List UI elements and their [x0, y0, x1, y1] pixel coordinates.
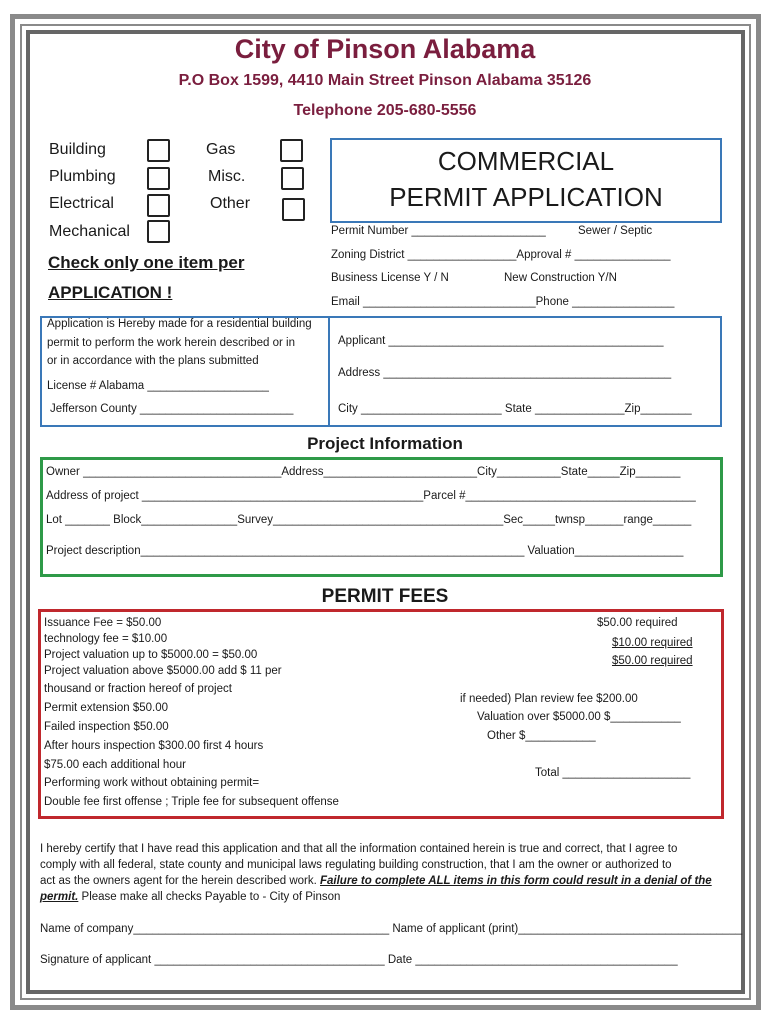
applicant-address-field[interactable]: Address _____________________________________________ [338, 367, 672, 379]
fee-after-hours: After hours inspection $300.00 first 4 hours [44, 740, 264, 752]
sewer-septic-field[interactable]: Sewer / Septic [578, 225, 653, 237]
certify-warning: Failure to complete ALL items in this form could result in a denial of the [320, 875, 712, 887]
electrical-checkbox[interactable] [147, 194, 170, 217]
certify-line4 [40, 891, 340, 903]
project-heading: Project Information [307, 434, 463, 453]
required-valuation: $50.00 required [612, 655, 693, 667]
fee-double-triple: Double fee first offense ; Triple fee for subsequent offense [44, 796, 339, 808]
valuation-over-field[interactable]: Valuation over $5000.00 $___________ [477, 711, 681, 723]
business-license-field[interactable]: Business License Y / N [331, 272, 449, 284]
certify-line3-plain: act as the owners agent for the herein described work. [40, 875, 320, 887]
company-applicant-field[interactable]: Name of company________________________________________ Name of applicant (print)___________________________________ [40, 923, 743, 935]
certify-line3 [40, 875, 712, 887]
fee-extension: Permit extension $50.00 [44, 702, 169, 714]
fee-valuation-under: Project valuation up to $5000.00 = $50.00 [44, 649, 258, 661]
plumbing-checkbox[interactable] [147, 167, 170, 190]
certify-warning-end: permit. [40, 891, 79, 903]
other-checkbox[interactable] [282, 198, 305, 221]
building-checkbox[interactable] [147, 139, 170, 162]
certify-line2: comply with all federal, state county and municipal laws regulating building construction, that I am the owner or authorized to [40, 859, 672, 871]
other-fee-field[interactable]: Other $___________ [487, 730, 596, 742]
statement-line2: permit to perform the work herein described or in [47, 337, 295, 349]
check-note-line2: APPLICATION ! [48, 283, 173, 302]
header-phone: Telephone 205-680-5556 [293, 102, 477, 119]
form-title-line1: COMMERCIAL [437, 146, 615, 176]
email-phone-field[interactable]: Email ___________________________Phone ________________ [331, 296, 675, 308]
license-field[interactable]: License # Alabama ___________________ [47, 380, 269, 392]
fee-valuation-over-cont: thousand or fraction hereof of project [44, 683, 232, 695]
header-address: P.O Box 1599, 4410 Main Street Pinson Alabama 35126 [178, 72, 592, 89]
statement-divider [328, 316, 330, 427]
fee-additional-hour: $75.00 each additional hour [44, 759, 186, 771]
gas-checkbox[interactable] [280, 139, 303, 162]
signature-date-field[interactable]: Signature of applicant ____________________________________ Date _________________________________________ [40, 954, 678, 966]
label-misc: Misc. [208, 168, 246, 185]
fees-heading: PERMIT FEES [321, 586, 449, 607]
label-electrical: Electrical [49, 195, 114, 212]
owner-field[interactable]: Owner _______________________________Address________________________City__________State_____Zip_______ [46, 466, 681, 478]
fee-valuation-over: Project valuation above $5000.00 add $ 11 per [44, 665, 282, 677]
applicant-field[interactable]: Applicant ___________________________________________ [338, 335, 664, 347]
certify-line1: I hereby certify that I have read this application and that all the information contained herein is true and correct, that I agree to [40, 843, 678, 855]
statement-line1: Application is Hereby made for a residential building [47, 318, 312, 330]
statement-line3: or in accordance with the plans submitted [47, 355, 259, 367]
misc-checkbox[interactable] [281, 167, 304, 190]
applicant-city-field[interactable]: City ______________________ State ______________Zip________ [338, 403, 692, 415]
label-mechanical: Mechanical [49, 223, 130, 240]
plan-review-fee[interactable]: if needed) Plan review fee $200.00 [460, 693, 638, 705]
total-field[interactable]: Total ____________________ [535, 767, 691, 779]
fee-technology: technology fee = $10.00 [44, 633, 168, 645]
lot-block-field[interactable]: Lot _______ Block_______________Survey____________________________________Sec_____twnsp______range______ [46, 514, 692, 526]
payable-note: Please make all checks Payable to - City of Pinson [78, 891, 341, 903]
county-field[interactable]: Jefferson County ________________________ [50, 403, 294, 415]
form-title-line2: PERMIT APPLICATION [389, 182, 663, 212]
description-field[interactable]: Project description____________________________________________________________ Valuation_________________ [46, 545, 684, 557]
new-construction-field[interactable]: New Construction Y/N [504, 272, 617, 284]
label-gas: Gas [206, 141, 236, 158]
label-plumbing: Plumbing [49, 168, 116, 185]
fee-no-permit: Performing work without obtaining permit= [44, 777, 260, 789]
label-other: Other [210, 195, 251, 212]
mechanical-checkbox[interactable] [147, 220, 170, 243]
required-issuance: $50.00 required [597, 617, 678, 629]
required-technology: $10.00 required [612, 637, 693, 649]
label-building: Building [49, 141, 106, 158]
zoning-approval-field[interactable]: Zoning District _________________Approval # _______________ [331, 249, 671, 261]
form-title-box [330, 138, 722, 223]
fee-issuance: Issuance Fee = $50.00 [44, 617, 162, 629]
fee-failed-inspection: Failed inspection $50.00 [44, 721, 169, 733]
permit-number-field[interactable]: Permit Number _____________________ [331, 225, 546, 237]
page-title: City of Pinson Alabama [234, 34, 536, 64]
project-address-field[interactable]: Address of project ____________________________________________Parcel #____________________________________ [46, 490, 696, 502]
check-note-line1: Check only one item per [48, 253, 245, 272]
